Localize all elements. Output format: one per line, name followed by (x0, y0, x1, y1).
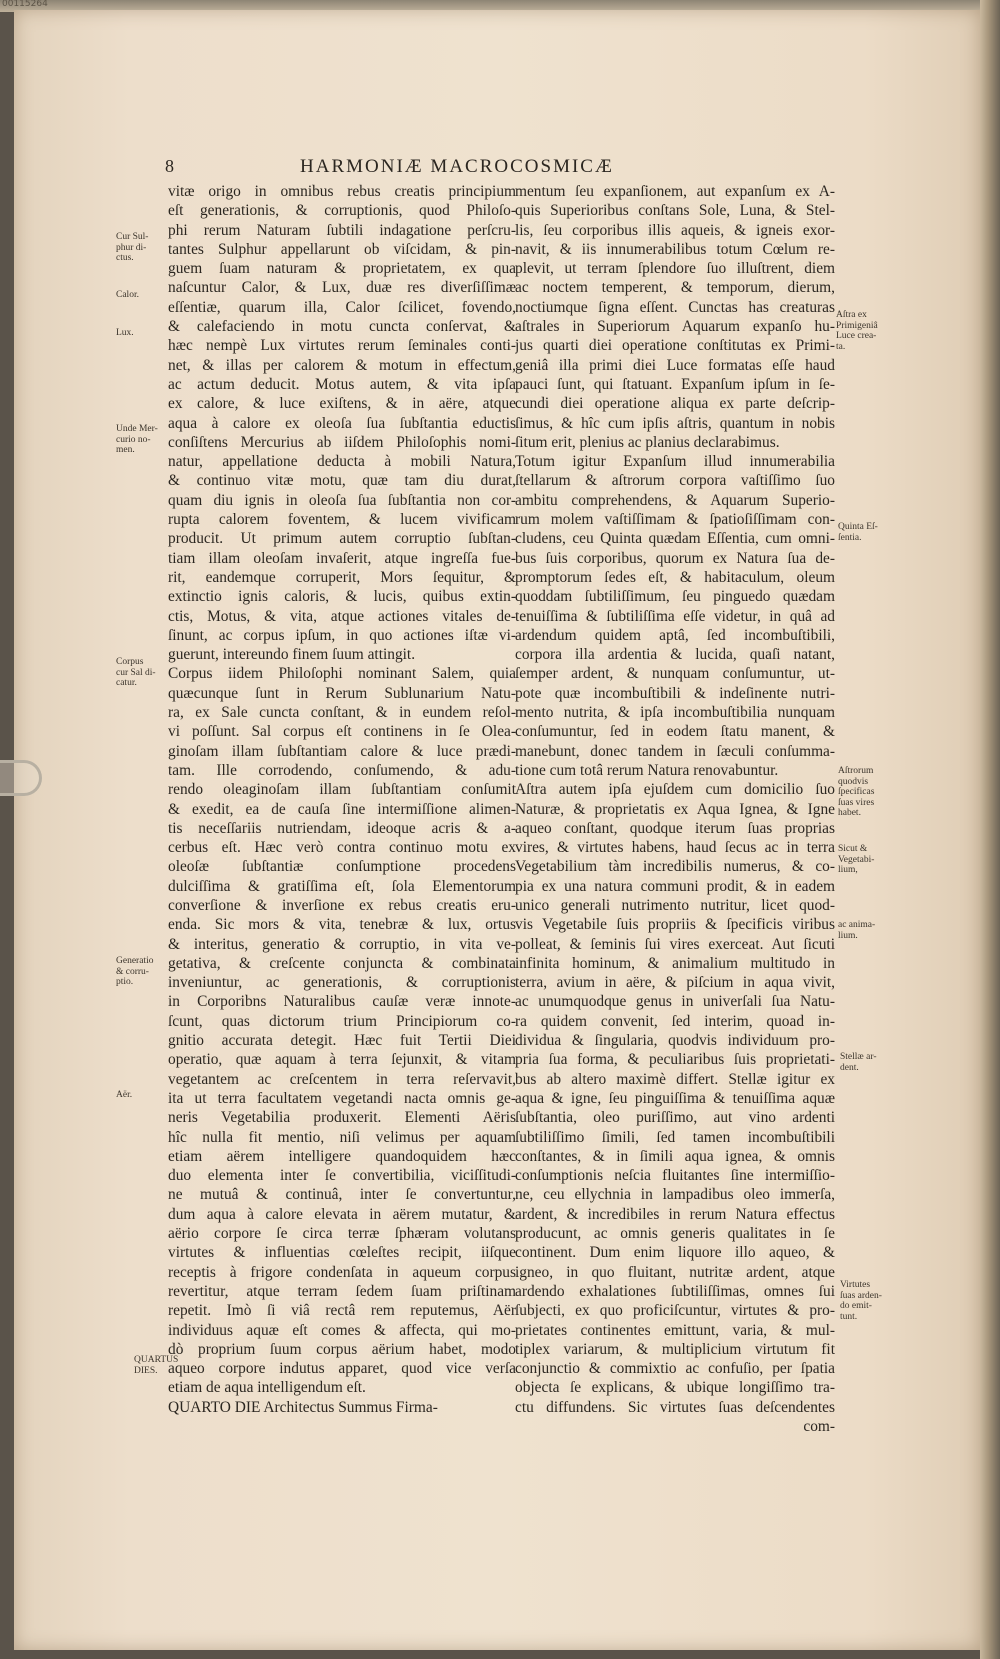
text-line: gnitio accurata detegit. Hæc fuit Tertii Diei (168, 1032, 516, 1050)
margin-note: Aſtra ex Primigeniâ Luce crea- ta. (836, 310, 878, 352)
text-line: rendo oleaginoſam illam ſubſtantiam conſumit (168, 781, 516, 799)
text-line: continent. Dum enim liquore illo aqueo, & (515, 1244, 835, 1262)
margin-note: Generatio & corru- ptio. (116, 956, 154, 987)
text-line: Vegetabilium tàm incredibilis numerus, & co- (515, 858, 835, 876)
margin-note: Cur Sul- phur di- ctus. (116, 232, 149, 263)
text-line: Aſtra autem ipſa ejuſdem cum domicilio ſuo (515, 781, 835, 799)
text-line: ſubſtantia, oleo puriſſimo, aut vino ardenti (515, 1109, 835, 1127)
text-line: & continuo vitæ motu, quæ tam diu durat, (168, 472, 516, 490)
text-line: neris Vegetabilia produxerit. Elementi Aëris (168, 1109, 516, 1127)
text-line: QUARTO DIE Architectus Summus Firma- (168, 1398, 438, 1416)
text-line: vis Vegetabile ſuis propriis & ſpecificis viribus (515, 916, 835, 934)
text-line: getativa, & creſcente conjuncta & combinata (168, 954, 516, 972)
margin-note: Quinta Eſ- ſentia. (838, 522, 878, 543)
text-line: aqua à calore ex oleoſa ſua ſubſtantia eductis (168, 414, 516, 432)
text-line: ra, ex Sale cuncta conſtant, & in eundem reſol- (168, 704, 516, 722)
text-line: tiam illam oleoſam invaſerit, atque ingreſſa fue- (168, 549, 516, 567)
text-line: conſtantes, & in ſimili aqua ignea, & omnis (515, 1147, 835, 1165)
text-line: eſt generationis, & corruptionis, quod Philoſo- (168, 202, 516, 220)
text-line: navit, & iis innumerabilibus totum Cœlum re- (515, 240, 835, 258)
text-line: ac noctem temperent, & temporum, dierum, (515, 279, 835, 297)
text-line: producunt, ac omnis generis qualitates in ſe (515, 1225, 835, 1243)
text-line: ſinunt, ac corpus ipſum, in quo actiones iſtæ vi- (168, 626, 516, 644)
text-line: ginoſam illam ſubſtantiam calore & luce prædi- (168, 742, 516, 760)
text-line: extinctio ignis caloris, & lucis, quibus extin- (168, 588, 516, 606)
text-line: polleat, & ſeminis ſui vires exerceat. Aut ſicuti (515, 935, 835, 953)
page-number: 8 (165, 156, 174, 176)
text-line: conſiſtens Mercurius ab iiſdem Philoſophis nomi- (168, 433, 516, 451)
text-line: quoddam ſubtiliſſimum, ſeu pinguedo quædam (515, 588, 835, 606)
text-line: naſcuntur Calor, & Lux, duæ res diverſiſſimæ (168, 279, 516, 297)
text-line: producit. Ut primum autem corruptio ſubſtan- (168, 530, 516, 548)
text-line: aërio corpore ſe circa terræ ſphæram volutans (168, 1225, 516, 1243)
text-line: tiplex variarum, & multiplicium virtutum fit (515, 1340, 835, 1358)
text-line: unico generali nutrimento nutritur, licet quod- (515, 896, 835, 914)
text-line: ſcunt, quas dictorum trium Principiorum co- (168, 1012, 516, 1030)
text-line: receptis à frigore condenſata in aqueum corpus (168, 1263, 516, 1281)
text-line: ardendo exhalationes ſubtiliſſimas, omnes ſui (515, 1282, 835, 1300)
margin-note: Unde Mer- curio no- men. (116, 424, 158, 455)
text-line: eſſentiæ, quarum illa, Calor ſcilicet, fovendo, (168, 298, 516, 316)
text-line: phi rerum Naturam ſubtili indagatione perſcru- (168, 221, 516, 239)
text-line: ſubjecti, ex quo proficiſcuntur, virtutes & pro- (515, 1302, 835, 1320)
text-line: ac actum deducit. Motus autem, & vita ipſa (168, 375, 516, 393)
left-text-column (168, 182, 516, 1417)
text-line: cludens, ceu Quinta quædam Eſſentia, cum omni- (515, 530, 835, 548)
text-line: aqueo conſtant, quodque iterum ſuas proprias (515, 819, 835, 837)
running-title: HARMONIÆ MACROCOSMICÆ (300, 156, 614, 177)
text-line: noctiumque ſigna eſſent. Cunctas has creaturas (515, 298, 835, 316)
text-line: inveniuntur, ac generationis, & corruptionis (168, 974, 516, 992)
margin-note: QUARTUS DIES. (134, 1355, 179, 1376)
text-line: corpora illa ardentia & lucida, quaſi natant, (515, 646, 835, 664)
text-line: ambitu comprehendens, & Aquarum Superio- (515, 491, 835, 509)
text-line: etiam de aqua intelligendum eſt. (168, 1379, 366, 1397)
text-line: duo elementa inter ſe convertibilia, viciſſitudi- (168, 1167, 516, 1185)
text-line: tantes Sulphur appellarunt ob viſcidam, & pin- (168, 240, 516, 258)
margin-note: Lux. (116, 328, 134, 338)
text-line: Corpus iidem Philoſophi nominant Salem, quia (168, 665, 516, 683)
text-line: repetit. Imò ſi viâ rectâ rem reputemus, Aër (168, 1302, 516, 1320)
text-line: vegetantem ac creſcentem in terra reſervavit, (168, 1070, 516, 1088)
text-line: ſemper ardent, & nunquam conſumuntur, ut- (515, 665, 835, 683)
text-line: enda. Sic mors & vita, tenebræ & lux, ortus (168, 916, 516, 934)
text-line: aqueo corpore indutus apparet, quod vice verſa (168, 1360, 516, 1378)
text-line: conſumuntur, ſed in eodem ſtatu manent, & (515, 723, 835, 741)
text-line: ita ut terra facultatem vegetandi nacta omnis ge- (168, 1089, 516, 1107)
text-line: dividua & ſingularia, quodvis individuum pro- (515, 1032, 835, 1050)
text-line: dulciſſima & gratiſſima eſt, ſola Elementorum (168, 877, 516, 895)
text-line: aqua & igne, ſeu pinguiſſima & tenuiſſima aquæ (515, 1089, 835, 1107)
text-line: quæcunque ſunt in Rerum Sublunarium Natu- (168, 684, 516, 702)
text-line: jus quarti diei operatione conſtitutas ex Primi- (515, 337, 835, 355)
text-line: ctis, Motus, & vita, atque actiones vitales de- (168, 607, 516, 625)
text-line: bus ab altero maximè differt. Stellæ igitur ex (515, 1070, 835, 1088)
text-line: ardendum quidem aptâ, ſed incombuſtibili, (515, 626, 835, 644)
text-line: revertitur, atque terram ſedem ſuam priſtinam (168, 1282, 516, 1300)
text-line: manebunt, donec tandem in ſæculi conſumma- (515, 742, 835, 760)
text-line: ex calore, & luce exiſtens, & in aëre, atque (168, 395, 516, 413)
scan-label: 00115264 (2, 0, 48, 9)
running-head (0, 156, 1000, 180)
text-line: tis neceſſariis nutriendam, ideoque acris & a- (168, 819, 516, 837)
margin-note: Corpus cur Sal di- catur. (116, 657, 156, 688)
text-line: bus ſuis corporibus, quorum ex Natura ſua de- (515, 549, 835, 567)
margin-note: Aër. (116, 1090, 133, 1100)
margin-note: Stellæ ar- dent. (840, 1052, 877, 1073)
text-line: & interitus, generatio & corruptio, in vita ve- (168, 935, 516, 953)
text-line: etiam aërem intelligere quandoquidem hæc (168, 1147, 516, 1165)
text-line: aſtrales in Superiorum Aquarum expanſo hu- (515, 318, 835, 336)
text-line: tam. Ille corrodendo, conſumendo, & adu- (168, 761, 516, 779)
text-line: rit, eandemque corruperit, Mors ſequitur, & (168, 568, 516, 586)
text-line: tione cum totâ rerum Natura renovabuntur. (515, 761, 779, 779)
text-line: terra, avium in aëre, & piſcium in aqua vivit, (515, 974, 835, 992)
text-line: guem ſuam naturam & proprietatem, ex qua (168, 260, 516, 278)
text-line: vires, & virtutes habens, haud ſecus ac in terra (515, 839, 835, 857)
text-line: hîc nulla fit mentio, niſi velimus per aquam (168, 1128, 516, 1146)
margin-note: Virtutes ſuas arden- do emit- tunt. (840, 1280, 882, 1322)
text-line: natur, appellatione deducta à mobili Natura, (168, 453, 516, 471)
text-line: ardent, & incredibiles in rerum Natura effectus (515, 1205, 835, 1223)
text-line: quis Superioribus conſtans Sole, Luna, & Stel- (515, 202, 835, 220)
margin-note: Sicut & Vegetabi- lium, (838, 844, 875, 875)
margin-note: Aſtrorum quodvis ſpecificas ſuas vires habet. (838, 766, 875, 818)
text-line: plevit, ut terram ſplendore ſuo illuſtrent, diem (515, 260, 835, 278)
text-line: hæc nempè Lux virtutes rerum ſeminales conti- (168, 337, 516, 355)
text-line: ſubtiliſſimo ſimili, ſed tamen incombuſtibili (515, 1128, 835, 1146)
text-line: cundi diei operatione aliqua ex parte deſcrip- (515, 395, 835, 413)
text-line: com- (803, 1418, 835, 1435)
text-line: operatio, quæ aquam à terra ſejunxit, & vitam (168, 1051, 516, 1069)
text-line: mento nutrita, & ipſa incombuſtibilia nunquam (515, 704, 835, 722)
text-line: vitæ origo in omnibus rebus creatis principium (168, 183, 516, 200)
text-line: conjunctio & commixtio ac confuſio, per ſpatia (515, 1360, 835, 1378)
text-line: cerbus eſt. Hæc verò contra continuo motu ex (168, 839, 516, 857)
text-line: oleoſæ ſubſtantiæ conſumptione procedens (168, 858, 516, 876)
text-line: ſtellarum & aſtrorum corpora vaſtiſſimo ſuo (515, 472, 835, 490)
text-line: pote quæ incombuſtibili & indeſinente nutri- (515, 684, 835, 702)
text-line: Totum igitur Expanſum illud innumerabilia (515, 453, 835, 471)
text-line: pria ſua forma, & peculiaribus ſuis proprietati- (515, 1051, 835, 1069)
text-line: Naturæ, & proprietatis ex Aqua Ignea, & Igne (515, 800, 835, 818)
text-line: objecta ſe explicans, & ubique longiſſimo tra- (515, 1379, 835, 1397)
text-line: prietates continentes emittunt, varia, & mul- (515, 1321, 835, 1339)
text-line: infinita hominum, & animalium multitudo in (515, 954, 835, 972)
text-line: converſione & inverſione ex rebus creatis eru- (168, 896, 516, 914)
text-line: conſumptionis neſcia fluitantes ſine intermiſſio- (515, 1167, 835, 1185)
text-line: virtutes & influentias cœleſtes recipit, iiſque (168, 1244, 516, 1262)
text-line: dum aqua à calore elevata in aërem mutatur, & (168, 1205, 516, 1223)
text-line: pauci ſunt, qui ſtatuant. Expanſum ipſum in ſe- (515, 375, 835, 393)
page-edge (980, 0, 1000, 1659)
right-text-column (515, 182, 835, 1436)
text-line: promptorum ſedes eſt, & habitaculum, oleum (515, 568, 835, 586)
text-line: in Corporibns Naturalibus cauſæ veræ innote- (168, 993, 516, 1011)
text-line: ne, ceu ellychnia in lampadibus oleo immerſa, (515, 1186, 835, 1204)
text-line: vi poſſunt. Sal corpus eſt continens in ſe Olea- (168, 723, 516, 741)
text-line: pia ex una natura communi prodit, & in eadem (515, 877, 835, 895)
text-line: & calefaciendo in motu cuncta conſervat, & (168, 318, 516, 336)
text-line: lis, ſeu corporibus illis aqueis, & igneis exor- (515, 221, 835, 239)
text-line: individuus aquæ eſt comes & affecta, qui mo- (168, 1321, 516, 1339)
text-line: ne mutuâ & continuâ, inter ſe convertuntur, (168, 1186, 516, 1204)
text-line: ac unumquodque genus in univerſali ſua Natu- (515, 993, 835, 1011)
text-line: igneo, in quo fluitant, nutritæ ardent, atque (515, 1263, 835, 1281)
text-line: net, & illas per calorem & motum in effectum, (168, 356, 516, 374)
text-line: ctu diffundens. Sic virtutes ſuas deſcendentes (515, 1398, 835, 1416)
text-line: quam diu ignis in oleoſa ſua ſubſtantia non cor- (168, 491, 516, 509)
paper-clip (0, 760, 42, 796)
text-line: rupta calorem foventem, & lucem vivificam (168, 511, 516, 529)
margin-note: Calor. (116, 290, 139, 300)
text-line: tenuiſſima & ſubtiliſſima eſſe videtur, in quâ ad (515, 607, 835, 625)
text-line: mentum ſeu expanſionem, aut expanſum ex A- (515, 183, 835, 200)
text-line: rum molem vaſtiſſimam & ſpatioſiſſimam con- (515, 511, 835, 529)
text-line: & exedit, ea de cauſa ſine intermiſſione alimen- (168, 800, 516, 818)
text-line: guerunt, intereundo finem ſuum attingit. (168, 646, 416, 664)
text-line: ſimus, & hîc cum ipſis aſtris, quantum in nobis (515, 414, 835, 432)
text-line: ra quidem convenit, ſed interim, quoad in- (515, 1012, 835, 1030)
text-line: ſitum erit, plenius ac planius declarabimus. (515, 433, 780, 451)
margin-note: ac anima- lium. (838, 920, 876, 941)
text-line: dò proprium ſuum corpus aërium habet, modo (168, 1340, 516, 1358)
text-line: geniâ illa primi diei Luce formatas eſſe haud (515, 356, 835, 374)
